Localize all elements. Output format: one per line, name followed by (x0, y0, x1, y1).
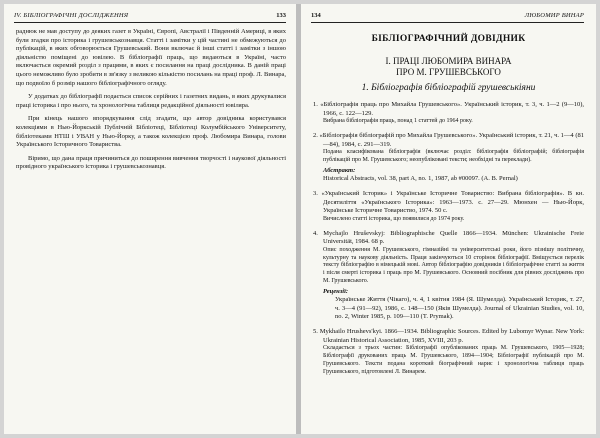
entry-citation: 1. «Бібліографія праць про Михайла Грушевського». Український історик, т. 3, ч. 1—2 (9—10), 1966, с. 122—129. (313, 101, 584, 117)
right-page-number: 134 (311, 12, 321, 19)
entry-citation: 5. Mykhailo Hrushevs'kyi. 1866—1934. Bibliographic Sources. Edited by Lubomyr Wynar. New York: Ukrainian Historical Association, 1985, XVIII, 203 p. (313, 328, 584, 344)
entry-annotation: Вибрана бібліографія праць, понад 1 статтей до 1964 року. (323, 118, 473, 125)
right-page (301, 4, 596, 434)
entry-annotation: Подана класифікована бібліографія (включає розділ: бібліографія бібліографій; бібліографія публікацій про М. Грушевського; неопубліковані тексти; необхідні та переклади). (323, 149, 584, 163)
left-header-rule (14, 22, 286, 23)
right-page-body (313, 28, 584, 428)
entry-annotation: Складається з трьох частин: Бібліографії опублікованих праць М. Грушевського, 1905—1928; Бібліографії друкованих праць М. Грушевського, 1894—1904; Бібліографії публікацій про М. Грушевського. Тексти подана короткий біографічний нарис і хронологічна таблиця праць Грушевського, підготовлені Л. Винарем. (323, 345, 584, 375)
left-page (4, 4, 296, 434)
bibliography-entry (313, 230, 584, 323)
reviews-label: Рецензії: (323, 287, 349, 295)
abstract-text: Historical Abstracts, vol. 38, part A, no. 1, 1987, ab #00097. (A. B. Pernal) (323, 175, 518, 183)
entry-annotation: Опис походження М. Грушевського, гімназійні та університетські роки, його пізнішу політичну, культурну та наукову діяльність. Праця закінчуються 10 сторінок бібліографії. Вміщується перелік тексту бібліографію в німецькій мові. Автор бібліографію довідників і бібліографічне статті за життя і після смерті історика і праць про М. Грушевського. Основний посібник для рівних досліджень про М. Грушевського. (323, 246, 584, 284)
left-header-section: IV. БІБЛІОГРАФІЧНІ ДОСЛІДЖЕННЯ (14, 12, 129, 19)
section-heading (313, 56, 584, 78)
bibliography-entry (313, 328, 584, 376)
subsection-heading: 1. Бібліографія бібліографій грушевськіяни (361, 83, 536, 93)
entry-citation: 3. «Український Історик» і Українське Історичне Товариство: Вибрана бібліографія». В кн. Десятиліття «Українського Історика»: 1963—1973. с. 27—29. Мюнхен — Нью-Йорк, Українське Історичне Товариство, 1974. 50 с. (313, 189, 584, 215)
entry-citation: 2. «Бібліографія бібліографій про Михайла Грушевського». Український історик, т. 21, ч. 1—4 (81—84), 1984, с. 291—319. (313, 131, 584, 148)
entry-annotation: Вичислено статті історика, що появилися до 1974 року. (323, 215, 465, 222)
left-paragraph-2: У додатках до бібліографії подається список серійних і газетних видань, в яких друкувалися праці історика і про нього, та хронологічна таблиця редакційної діяльності ювіляра. (16, 93, 286, 109)
section-heading-line-1: I. ПРАЦІ ЛЮБОМИРА ВИНАРА (385, 56, 512, 66)
page-title: БІБЛІОГРАФІЧНИЙ ДОВІДНИК (371, 34, 526, 44)
reviews-text: Українське Життя (Чікаго), ч. 4, 1 квітня 1984 (Я. Шумелда). Український Історик, т. 27, ч. 3—4 (91—92), 1986, с. 148—150 (Яків Шумелда). Journal of Ukrainian Studies, vol. 10, no. 2, Winter 1985, p. 109—110 (T. Prymak). (335, 296, 584, 321)
left-paragraph-4: Віримо, що дана праця причиниться до поширення вивчення творчості і наукової діяльності провідного українського історика і грушевськознавця. (16, 154, 286, 171)
bibliography-entry (313, 132, 584, 184)
left-page-body (16, 28, 286, 428)
left-paragraph-3: При кінець нашого впорядкування слід згадати, що автор довідника користувався колекціями в Нью-Йоркській Публічній Бібліотеці, Бібліотеці Колумбійського Університету, бібліотеками НТШ і УВАН у Нью-Йорку, а також колекцією проф. Любомира Винара, голови Українського Історичного Товариства. (16, 115, 286, 149)
right-header-rule (311, 22, 584, 23)
left-page-number: 133 (276, 12, 286, 19)
left-paragraph-1: раднюк не мав доступу до деяких газет в Україні, Європі, Австралії і Південній Америці, в яких були згадки про історика і грушевськознавця. Статті і замітки у цій частині не обмежуються до публікацій, в яких обговорюється Грушевський. Вони включає й інші статті і замітки з іншою діяльністю поміщені до ювілею. В бібліографії праць, що видаються в Україні, часто включається окремий розділ з працями, в яких є посилання на праці дослідника. В даній праці цього неможливо було зробити в зв'язку з великою кількістю посилань на праці проф. Л. Винара, що подвоїло б розмір нашого бібліографічного огляду. (16, 28, 286, 87)
abstract-label: Абстракт: (323, 166, 356, 174)
entry-citation: 4. Mychajlo Hruševskyj: Bibliographische Quelle 1866—1934. München: Ukrainische Freie Universität, 1984. 68 р. (313, 229, 584, 246)
section-heading-line-2: ПРО М. ГРУШЕВСЬКОГО (396, 67, 501, 77)
bibliography-entry (313, 190, 584, 224)
bibliography-entry (313, 101, 584, 126)
right-header-title: ЛЮБОМИР ВИНАР (524, 12, 584, 19)
